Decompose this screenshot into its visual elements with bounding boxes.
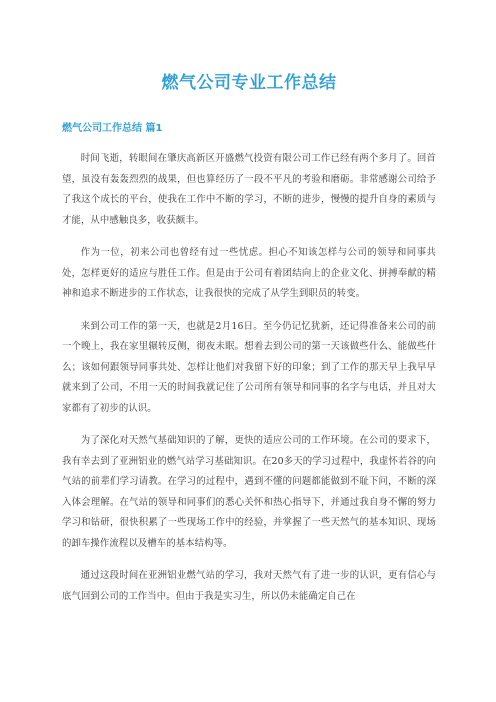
paragraph-4: 为了深化对天然气基础知识的了解，更快的适应公司的工作环境。在公司的要求下，我有幸去到了亚洲铝业的燃气站学习基础知识。在20多天的学习过程中，我虚怀若谷的向气站的前辈们学习请教。在学习的过程中，遇到不懂的问题都能做到不耻下问，不断的深入体会理解。在气站的领导和同事们的悉心关怀和热心指导下，并通过我自身不懈的努力学习和钻研，很快积累了一些现场工作中的经验，并掌握了一些天然气的基本知识、现场的卸车操作流程以及槽车的基本结构等。 bbox=[62, 435, 436, 549]
section-heading: 燃气公司工作总结 篇1 bbox=[62, 123, 163, 134]
document-title: 燃气公司专业工作总结 bbox=[161, 73, 337, 93]
paragraph-1: 时间飞逝，转眼间在肇庆高新区开盛燃气投资有限公司工作已经有两个多月了。回首望，虽没有轰轰烈烈的战果，但也算经历了一段不平凡的考验和磨砺。非常感谢公司给予了我这个成长的平台，使我在工作中不断的学习，不断的进步，慢慢的提升自身的素质与才能，从中感触良多，收获颇丰。 bbox=[62, 153, 436, 226]
paragraph-3: 来到公司工作的第一天，也就是2月16日。至今仍记忆犹新，还记得准备来公司的前一个晚上，我在家里辗转反侧，彻夜未眠。想着去到公司的第一天该做些什么、能做些什么；该如何跟领导同事共处、怎样让他们对我留下好的印象；到了工作的那天早上我早早就来到了公司，不用一天的时间我就记住了公司所有领导和同事的名字与电话，并且对大家都有了初步的认识。 bbox=[62, 320, 436, 414]
paragraph-5: 通过这段时间在亚洲铝业燃气站的学习，我对天然气有了进一步的认识，更有信心与底气回到公司的工作当中。但由于我是实习生，所以仍未能确定自己在 bbox=[62, 570, 436, 602]
paragraph-2: 作为一位，初来公司也曾经有过一些忧虑。担心不知该怎样与公司的领导和同事共处，怎样更好的适应与胜任工作。但是由于公司有着团结向上的企业文化、拼搏奉献的精神和追求不断进步的工作状态，让我很快的完成了从学生到职员的转变。 bbox=[62, 247, 436, 299]
